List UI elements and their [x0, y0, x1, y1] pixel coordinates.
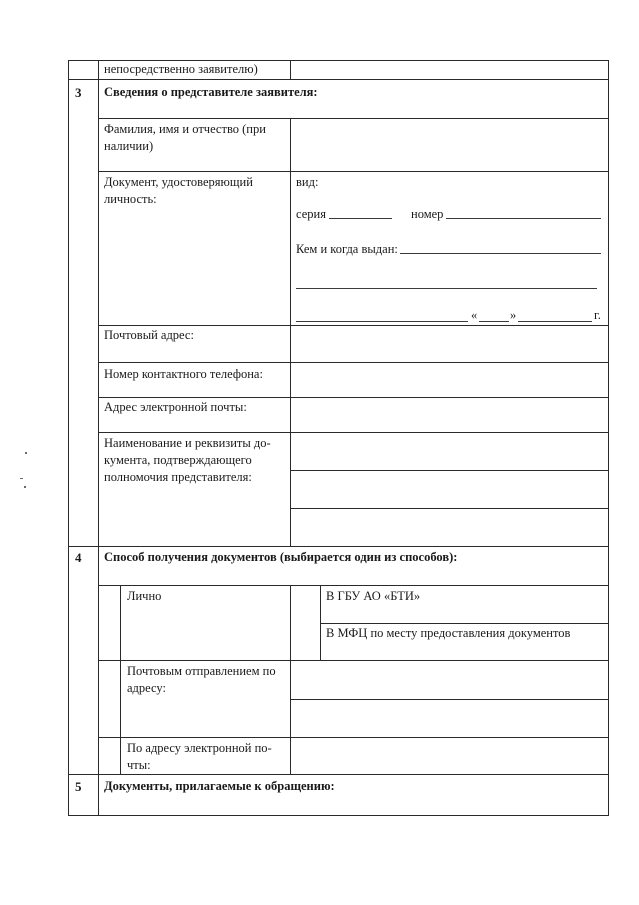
phone-label: Номер контактного телефона:	[104, 367, 263, 381]
email-delivery-checkbox[interactable]	[100, 739, 119, 773]
post-option-label-cont: адресу:	[127, 681, 166, 695]
border-line	[120, 585, 121, 775]
border-line	[98, 660, 609, 661]
email-delivery-field[interactable]	[292, 739, 606, 773]
border-line	[608, 60, 609, 816]
date-year-suffix: г.	[594, 308, 601, 322]
doc-number-field[interactable]	[446, 218, 601, 219]
scan-speck	[20, 478, 23, 479]
postal-address-field[interactable]	[292, 327, 606, 360]
border-line	[290, 585, 291, 661]
doc-number-label: номер	[411, 207, 444, 221]
authority-doc-label: Наименование и реквизиты до-	[104, 436, 271, 450]
doc-issued-field-line2[interactable]	[296, 288, 597, 289]
id-document-label: Документ, удостоверяющий	[104, 175, 253, 189]
border-line	[98, 60, 99, 816]
email-label: Адрес электронной почты:	[104, 400, 247, 414]
border-line	[290, 660, 291, 775]
post-address-field[interactable]	[292, 662, 606, 736]
post-option-label: Почтовым отправлением по	[127, 664, 276, 678]
section-title: Способ получения документов (выбирается один из способов):	[104, 550, 458, 564]
date-day-field[interactable]	[479, 321, 509, 322]
authority-doc-label-cont: кумента, подтверждающего	[104, 453, 252, 467]
border-line	[68, 815, 609, 816]
fio-label: Фамилия, имя и отчество (при	[104, 122, 266, 136]
date-quote-close: »	[510, 308, 517, 322]
border-line	[98, 118, 609, 119]
border-line	[98, 397, 609, 398]
section-number: 5	[75, 779, 82, 794]
section-number: 3	[75, 85, 82, 100]
phone-field[interactable]	[292, 364, 606, 395]
email-option-label: По адресу электронной по-	[127, 741, 272, 755]
personally-checkbox[interactable]	[100, 587, 119, 659]
border-line	[68, 60, 69, 816]
authority-doc-label-cont: полномочия представителя:	[104, 470, 252, 484]
border-line	[98, 325, 609, 326]
gbu-checkbox[interactable]	[292, 587, 319, 622]
gbu-option-label: В ГБУ АО «БТИ»	[326, 589, 421, 603]
border-line	[98, 737, 609, 738]
section-number: 4	[75, 550, 82, 565]
border-line	[290, 118, 291, 547]
doc-series-label: серия	[296, 207, 326, 221]
date-month-field[interactable]	[518, 321, 592, 322]
border-line	[98, 362, 609, 363]
border-line	[98, 432, 609, 433]
border-line	[320, 585, 321, 661]
scan-speck	[24, 486, 26, 488]
border-line	[68, 774, 609, 775]
date-quote-open: «	[471, 308, 478, 322]
doc-issued-field[interactable]	[400, 253, 601, 254]
doc-issued-label: Кем и когда выдан:	[296, 242, 398, 256]
border-line	[68, 546, 609, 547]
doc-series-field[interactable]	[329, 218, 392, 219]
personally-label: Лично	[127, 589, 162, 603]
mfc-option-label: В МФЦ по месту предоставления документов	[326, 626, 571, 640]
post-checkbox[interactable]	[100, 662, 119, 736]
border-line	[98, 585, 609, 586]
authority-doc-field[interactable]	[292, 434, 606, 544]
border-line	[68, 79, 609, 80]
scan-speck	[25, 452, 27, 454]
border-line	[98, 171, 609, 172]
mfc-checkbox[interactable]	[292, 625, 319, 659]
border-line	[290, 60, 291, 80]
postal-address-label: Почтовый адрес:	[104, 328, 194, 342]
id-document-label-cont: личность:	[104, 192, 157, 206]
email-field[interactable]	[292, 399, 606, 430]
fio-field[interactable]	[292, 120, 606, 169]
email-option-label-cont: чты:	[127, 758, 151, 772]
section-title: Документы, прилагаемые к обращению:	[104, 779, 335, 793]
top-row-text: непосредственно заявителю)	[104, 62, 258, 76]
doc-issued-field-line3[interactable]	[296, 321, 468, 322]
fio-label-cont: наличии)	[104, 139, 154, 153]
border-line	[320, 623, 609, 624]
section-title: Сведения о представителе заявителя:	[104, 85, 318, 99]
doc-kind-label: вид:	[296, 175, 319, 189]
